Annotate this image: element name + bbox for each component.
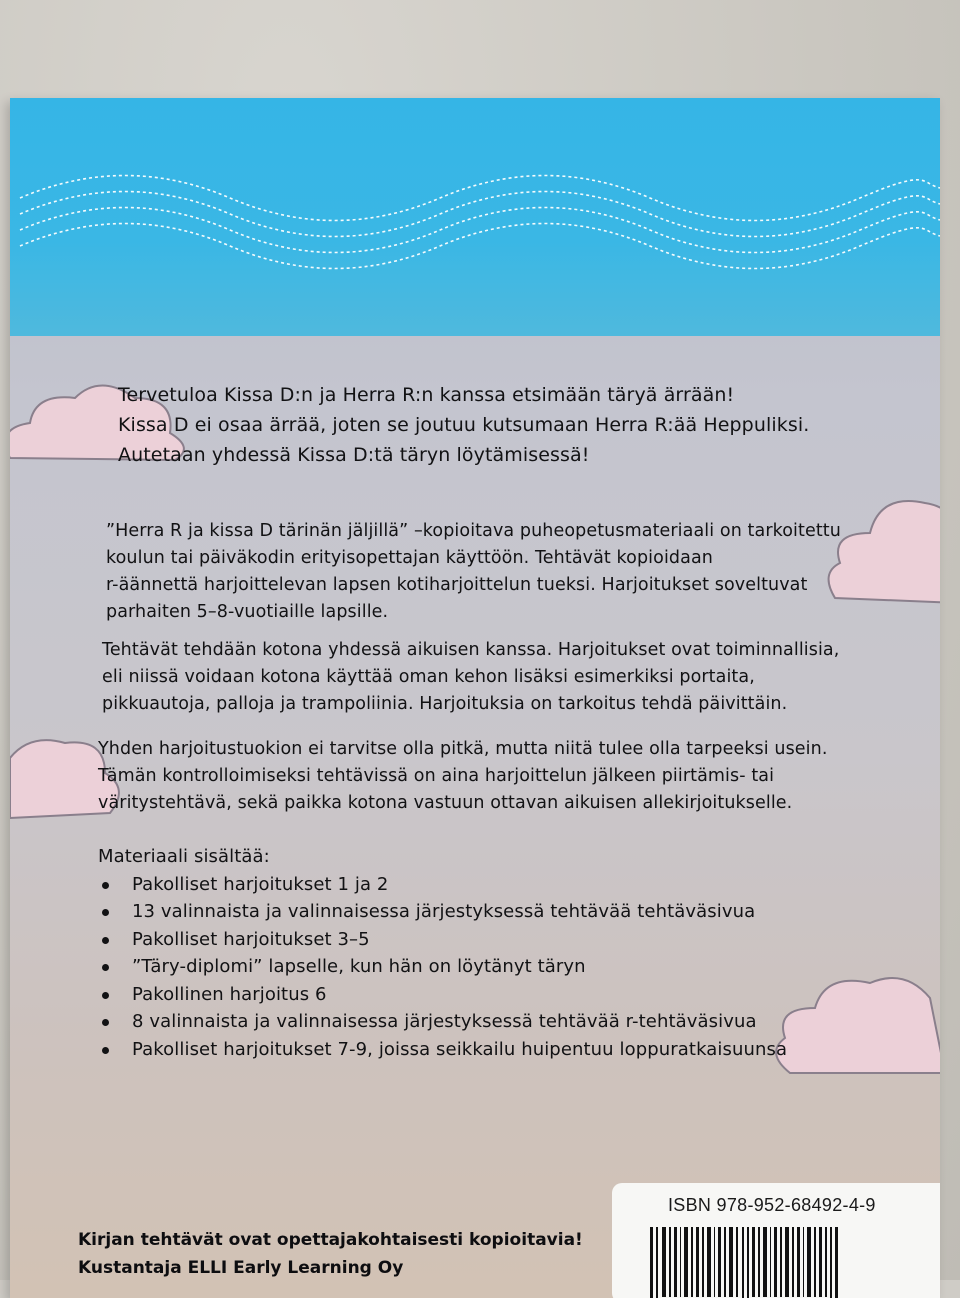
list-item-label: Pakolliset harjoitukset 3–5 xyxy=(132,928,370,950)
list-item-label: ”Täry-diplomi” lapselle, kun hän on löytänyt täryn xyxy=(132,956,586,977)
materials-heading: Materiaali sisältää: xyxy=(98,846,270,867)
blue-sky-band xyxy=(10,98,940,336)
intro-text xyxy=(118,380,878,470)
bullet-icon xyxy=(102,882,109,889)
isbn-barcode-label xyxy=(612,1183,940,1298)
list-item xyxy=(98,871,858,899)
footer-text xyxy=(78,1226,583,1282)
publisher: Kustantaja ELLI Early Learning Oy xyxy=(78,1258,404,1278)
list-item xyxy=(98,981,858,1009)
bullet-icon xyxy=(102,1019,109,1026)
paragraph-line: väritystehtävä, sekä paikka kotona vastuun ottavan aikuisen allekirjoitukselle. xyxy=(98,793,793,813)
intro-line: Tervetuloa Kissa D:n ja Herra R:n kanssa etsimään täryä ärrään! xyxy=(118,384,735,406)
list-item-label: Pakolliset harjoitukset 1 ja 2 xyxy=(132,873,389,895)
list-item xyxy=(98,898,858,926)
paragraph-line: ”Herra R ja kissa D tärinän jäljillä” –kopioitava puheopetusmateriaali on tarkoitettu xyxy=(106,521,841,541)
bullet-icon xyxy=(102,1047,109,1054)
paragraph-line: eli niissä voidaan kotona käyttää oman kehon lisäksi esimerkiksi portaita, xyxy=(102,667,755,687)
bullet-icon xyxy=(102,937,109,944)
wave-lines-decoration xyxy=(10,158,940,298)
list-item xyxy=(98,1036,858,1064)
paragraph-line: Yhden harjoitustuokion ei tarvitse olla pitkä, mutta niitä tulee olla tarpeeksi usein. xyxy=(98,739,828,759)
isbn-number: ISBN 978-952-68492-4-9 xyxy=(668,1195,876,1215)
paragraph-line: pikkuautoja, palloja ja trampoliinia. Harjoituksia on tarkoitus tehdä päivittäin. xyxy=(102,694,788,714)
list-item xyxy=(98,1008,858,1036)
paragraph-line: Tämän kontrolloimiseksi tehtävissä on aina harjoittelun jälkeen piirtämis- tai xyxy=(98,766,775,786)
copy-notice: Kirjan tehtävät ovat opettajakohtaisesti kopioitavia! xyxy=(78,1230,583,1250)
paragraph-line: r-äännettä harjoittelevan lapsen kotiharjoittelun tueksi. Harjoitukset soveltuvat xyxy=(106,575,808,595)
list-item-label: 8 valinnaista ja valinnaisessa järjestyksessä tehtävää r-tehtäväsivua xyxy=(132,1011,757,1032)
barcode-icon xyxy=(630,1227,930,1298)
list-item xyxy=(98,926,858,954)
intro-line: Kissa D ei osaa ärrää, joten se joutuu kutsumaan Herra R:ää Heppuliksi. xyxy=(118,414,810,436)
paragraph-line: koulun tai päiväkodin erityisopettajan käyttöön. Tehtävät kopioidaan xyxy=(106,548,713,568)
bullet-icon xyxy=(102,964,109,971)
list-item-label: Pakollinen harjoitus 6 xyxy=(132,983,327,1005)
list-item-label: 13 valinnaista ja valinnaisessa järjestyksessä tehtävää tehtäväsivua xyxy=(132,901,756,922)
list-item xyxy=(98,953,858,981)
intro-line: Autetaan yhdessä Kissa D:tä täryn löytämisessä! xyxy=(118,444,590,466)
bullet-icon xyxy=(102,992,109,999)
paragraph-line: parhaiten 5–8-vuotiaille lapsille. xyxy=(106,602,389,622)
bullet-icon xyxy=(102,909,109,916)
paragraph-line: Tehtävät tehdään kotona yhdessä aikuisen kanssa. Harjoitukset ovat toiminnallisia, xyxy=(102,640,840,660)
description-paragraph-1 xyxy=(106,518,866,626)
description-paragraph-3 xyxy=(98,736,858,817)
description-paragraph-2 xyxy=(102,637,862,718)
book-back-cover xyxy=(10,98,940,1298)
list-item-label: Pakolliset harjoitukset 7-9, joissa seikkailu huipentuu loppuratkaisuunsa xyxy=(132,1038,788,1060)
materials-list xyxy=(98,843,858,1063)
